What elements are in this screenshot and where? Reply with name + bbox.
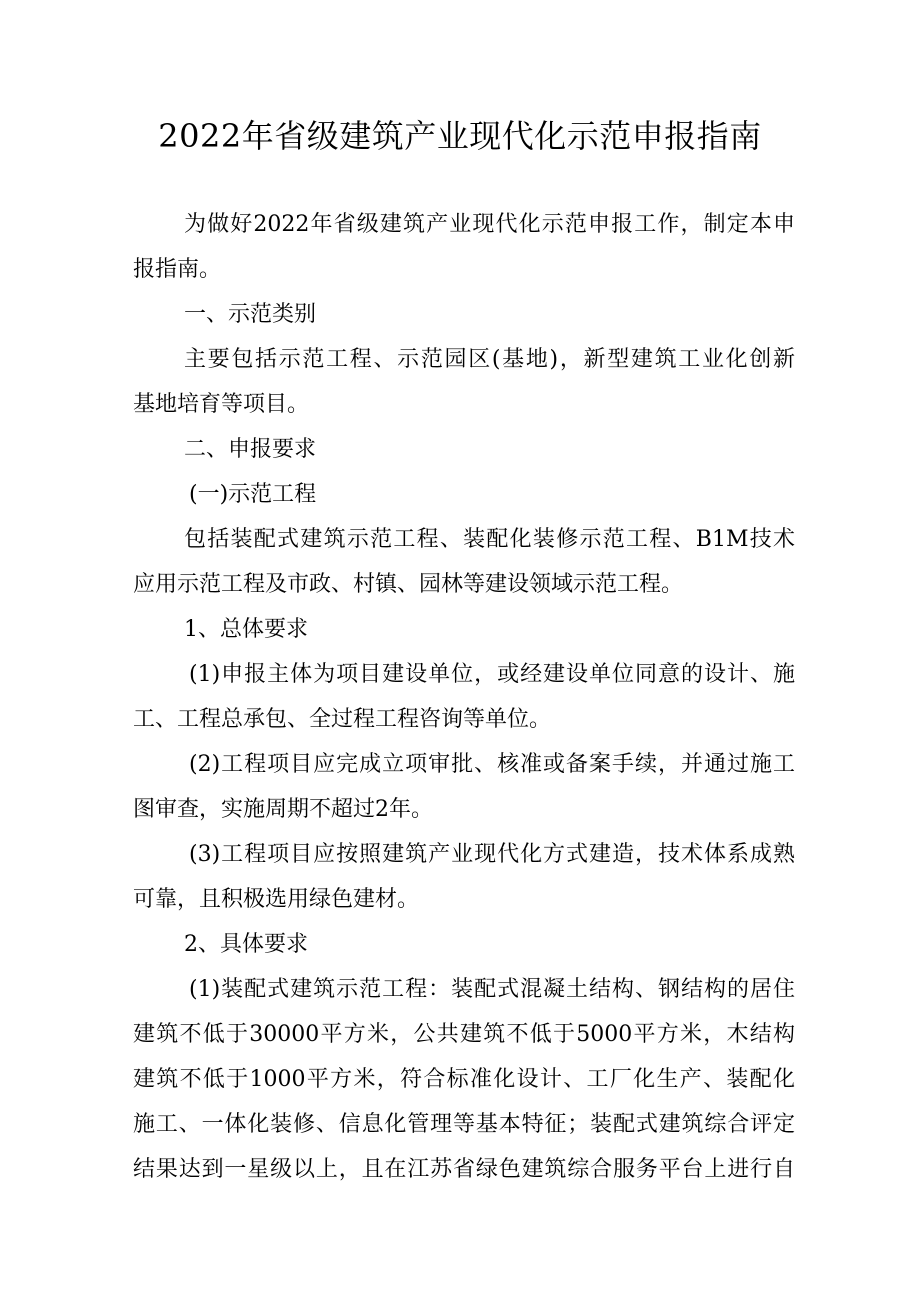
- text-line: 1、总体要求: [184, 617, 308, 642]
- demo-project-paragraph: [133, 517, 795, 607]
- document-body: [133, 202, 795, 1192]
- text-line: 2、具体要求: [184, 932, 308, 957]
- text-line: (2)工程项目应完成立项审批、核准或备案手续，并通过施工: [189, 752, 795, 777]
- text-line: 包括装配式建筑示范工程、装配化装修示范工程、B1M技术: [184, 527, 795, 552]
- text-line: 建筑不低于30000平方米，公共建筑不低于5000平方米，木结构: [133, 1022, 795, 1047]
- document-title: 2022年省级建筑产业现代化示范申报指南: [158, 117, 762, 155]
- text-line: 图审查，实施周期不超过2年。: [133, 797, 433, 822]
- text-line: (一)示范工程: [189, 482, 317, 507]
- text-line: 为做好2022年省级建筑产业现代化示范申报工作，制定本申: [184, 212, 795, 237]
- section-heading-requirements: [133, 427, 795, 472]
- text-line: 可靠，且积极选用绿色建材。: [133, 887, 420, 912]
- requirement-item-3: [133, 832, 795, 922]
- category-paragraph: [133, 337, 795, 427]
- text-line: 建筑不低于1000平方米，符合标准化设计、工厂化生产、装配化: [133, 1067, 795, 1092]
- text-line: 基地培育等项目。: [133, 392, 310, 417]
- text-line: 施工、一体化装修、信息化管理等基本特征；装配式建筑综合评定: [133, 1112, 795, 1137]
- text-line: 主要包括示范工程、示范园区(基地)，新型建筑工业化创新: [184, 347, 795, 372]
- subheading-specific-requirements: [133, 922, 795, 967]
- specific-item-1: [133, 967, 795, 1192]
- requirement-item-1: [133, 652, 795, 742]
- text-line: (1)装配式建筑示范工程：装配式混凝土结构、钢结构的居住: [189, 977, 795, 1002]
- text-line: 结果达到一星级以上，且在江苏省绿色建筑综合服务平台上进行自: [133, 1157, 795, 1182]
- intro-paragraph: [133, 202, 795, 292]
- subheading-general-requirements: [133, 607, 795, 652]
- text-line: 报指南。: [133, 257, 222, 282]
- section-heading-category: [133, 292, 795, 337]
- text-line: (1)申报主体为项目建设单位，或经建设单位同意的设计、施: [189, 662, 795, 687]
- text-line: 应用示范工程及市政、村镇、园林等建设领域示范工程。: [133, 572, 684, 597]
- requirement-item-2: [133, 742, 795, 832]
- subsection-heading-demo-project: [133, 472, 795, 517]
- text-line: (3)工程项目应按照建筑产业现代化方式建造，技术体系成熟: [189, 842, 795, 867]
- text-line: 一、示范类别: [184, 302, 317, 327]
- text-line: 工、工程总承包、全过程工程咨询等单位。: [133, 707, 552, 732]
- text-line: 二、申报要求: [184, 437, 317, 462]
